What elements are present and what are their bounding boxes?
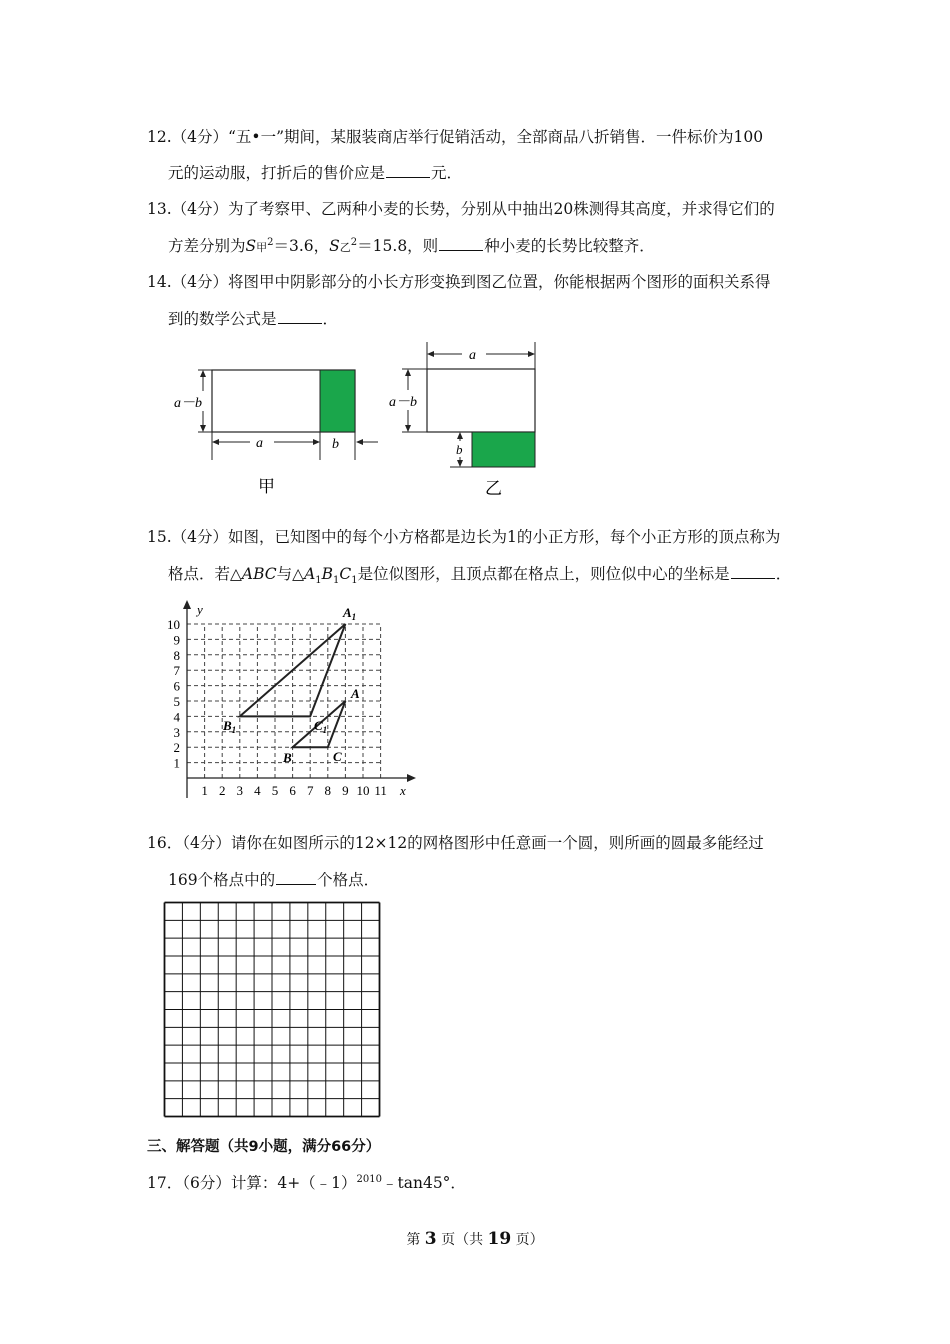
caption-yi: 乙: [485, 479, 502, 499]
y-tick-label: 9: [173, 632, 180, 648]
variance-symbol: S: [245, 237, 257, 255]
subscript-one: 1: [333, 575, 340, 587]
arrowhead-icon: [457, 460, 463, 467]
arrowhead-icon: [528, 351, 535, 357]
arrowhead-icon: [405, 369, 411, 376]
y-tick-label: 3: [173, 724, 180, 740]
jia-label-amb: a－b: [174, 396, 202, 411]
x-tick-label: 6: [289, 783, 296, 798]
answer-blank: [386, 163, 430, 178]
yi-rectangle: [427, 369, 535, 432]
figure-jia: [170, 355, 390, 500]
answer-blank: [439, 236, 483, 251]
q15-prefix: 格点．若△: [168, 565, 242, 583]
x-axis-label: x: [400, 783, 406, 798]
q15-line1: 15.（4分）如图，已知图中的每个小方格都是边长为1的小正方形，每个小正方形的顶点称为: [147, 528, 781, 546]
y-tick-label: 10: [167, 617, 180, 632]
q14-line1: 14.（4分）将图甲中阴影部分的小长方形变换到图乙位置，你能根据两个图形的面积关系得: [147, 273, 771, 291]
q16-line2: [168, 870, 379, 890]
q15-line2: [168, 564, 792, 587]
total-pages: 19: [487, 1229, 512, 1249]
arrowhead-icon: [457, 432, 463, 439]
y-tick-labels: [167, 617, 181, 771]
vertex-label-b1: $B_1$: [223, 718, 237, 735]
x-tick-label: 10: [356, 783, 370, 798]
caption-jia: 甲: [258, 477, 275, 497]
subscript-yi: 乙: [339, 241, 351, 254]
x-tick-label: 4: [254, 783, 261, 798]
footer-mid: 页（共: [441, 1232, 484, 1248]
answer-blank: [731, 564, 775, 579]
arrowhead-icon: [200, 425, 206, 432]
q12-line2-end: 元．: [431, 164, 463, 182]
q14-line2: [168, 309, 338, 329]
vertex-label-c: C: [333, 749, 342, 764]
q13-line2: [168, 236, 655, 258]
subscript-one: 1: [315, 575, 322, 587]
vertex-label-a1: $A_1$: [343, 605, 357, 622]
arrowhead-icon: [212, 439, 219, 445]
footer-pre: 第: [406, 1232, 421, 1248]
triangle-abc-name: ABC: [241, 565, 277, 583]
q14-line2-end: ．: [322, 310, 339, 328]
arrowhead-icon: [356, 439, 363, 445]
vertex-a1-name: A: [304, 565, 316, 583]
x-tick-labels: [201, 783, 387, 798]
x-tick-label: 9: [342, 783, 349, 798]
q17-prefix: 17．（6分）计算：4+（﹣1）: [147, 1174, 357, 1192]
y-axis-arrow-icon: [183, 600, 191, 609]
x-tick-label: 5: [271, 783, 279, 798]
y-tick-label: 4: [173, 709, 180, 725]
page-footer: [0, 1229, 950, 1249]
yi-label-a: a: [469, 348, 476, 363]
yi-label-amb: a－b: [389, 395, 417, 410]
q17-line: [147, 1173, 466, 1193]
arrowhead-icon: [405, 425, 411, 432]
y-tick-label: 5: [173, 694, 180, 709]
square-exponent: 2: [350, 236, 358, 248]
q13-suffix: 种小麦的长势比较整齐．: [484, 237, 655, 255]
vertex-c1-name: C: [339, 565, 352, 583]
q15-line2-text: 是位似图形，且顶点都在格点上，则位似中心的坐标是: [357, 565, 730, 583]
x-tick-label: 8: [324, 783, 332, 798]
square-exponent: 2: [267, 236, 274, 248]
figure-yi: [380, 338, 560, 500]
x-tick-label: 3: [236, 783, 244, 798]
jia-label-a: a: [256, 436, 263, 451]
q16-line2-text: 169个格点中的: [168, 871, 276, 889]
jia-label-b: b: [332, 437, 339, 452]
vertex-label-c1: $C_1$: [314, 718, 328, 735]
answer-blank: [276, 870, 316, 885]
arrowhead-icon: [200, 370, 206, 377]
y-tick-label: 2: [173, 740, 180, 756]
page-number: 3: [424, 1229, 437, 1249]
q15-end: ．: [775, 565, 792, 583]
variance-yi-value: ＝15.8，则: [357, 237, 439, 255]
vertex-label-b: B: [283, 750, 292, 765]
q12-line1: 12.（4分）“五•一”期间，某服装商店举行促销活动，全部商品八折销售．一件标价为100: [147, 128, 764, 146]
yi-shaded-rect: [472, 432, 535, 467]
x-tick-label: 7: [306, 783, 314, 798]
footer-post: 页）: [515, 1232, 544, 1248]
x-tick-label: 11: [374, 783, 387, 798]
q13-prefix: 方差分别为: [168, 237, 246, 255]
vertex-b1-name: B: [321, 565, 334, 583]
jia-shaded-rect: [320, 370, 355, 432]
y-tick-label: 6: [173, 678, 180, 694]
answer-blank: [278, 309, 322, 324]
x-tick-label: 2: [218, 783, 226, 798]
q16-line2-end: 个格点．: [317, 871, 380, 889]
variance-symbol: S: [329, 237, 340, 255]
variance-jia-value: ＝3.6，: [273, 237, 330, 255]
vertex-label-a: A: [351, 686, 360, 701]
q14-line2-text: 到的数学公式是: [168, 310, 277, 328]
subscript-jia: 甲: [256, 241, 268, 254]
grid-lines: [165, 903, 380, 1117]
section-heading: 三、解答题（共9小题，满分66分）: [147, 1139, 381, 1155]
q12-line2-text: 元的运动服，打折后的售价应是: [168, 164, 386, 182]
q16-line1: 16．（4分）请你在如图所示的12×12的网格图形中任意画一个圆，则所画的圆最多能经过: [147, 834, 764, 852]
grid-12x12: [163, 901, 381, 1118]
arrowhead-icon: [427, 351, 434, 357]
q17-exponent: 2010: [356, 1173, 382, 1185]
x-tick-label: 1: [201, 783, 208, 798]
subscript-one: 1: [351, 575, 358, 587]
q13-line1: 13.（4分）为了考察甲、乙两种小麦的长势，分别从中抽出20株测得其高度，并求得它们的: [147, 200, 775, 218]
yi-label-b: b: [456, 442, 463, 457]
q17-suffix: ﹣tan45°．: [382, 1174, 466, 1192]
q12-line2: [168, 163, 462, 183]
y-tick-label: 8: [173, 647, 180, 663]
y-tick-label: 7: [173, 663, 180, 679]
x-axis-arrow-icon: [407, 774, 416, 782]
q15-mid: 与△: [276, 565, 305, 583]
arrowhead-icon: [313, 439, 320, 445]
coordinate-graph: [160, 598, 420, 803]
y-tick-label: 1: [173, 755, 180, 771]
y-axis-label: y: [197, 602, 203, 617]
